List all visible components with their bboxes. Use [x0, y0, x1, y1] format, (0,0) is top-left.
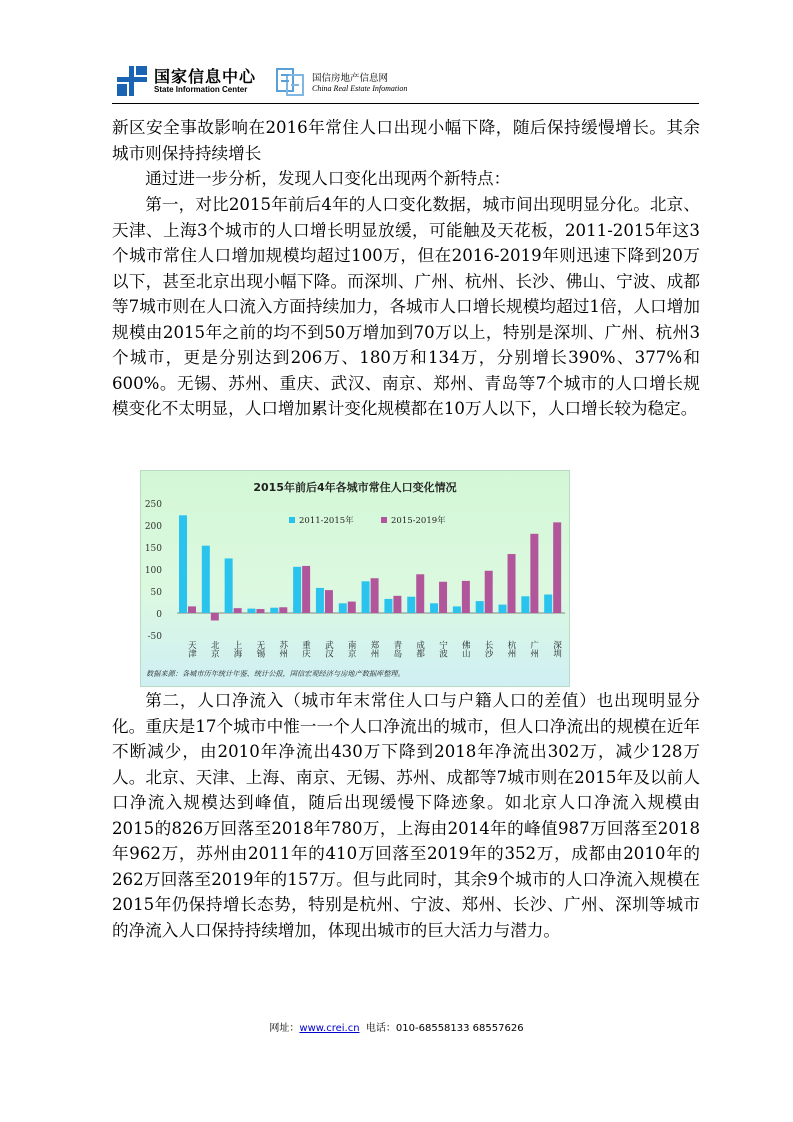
bar-pre2015: [407, 597, 415, 613]
x-tick-label: 深圳: [551, 640, 562, 658]
x-tick-label: 杭州: [505, 640, 516, 658]
bar-pre2015: [453, 606, 461, 613]
state-information-center-logo: [117, 66, 147, 96]
bar-pre2015: [293, 567, 301, 613]
paragraph-continuation: 新区安全事故影响在2016年常住人口出现小幅下降，随后保持缓慢增长。其余城市则保持持续增长: [112, 118, 700, 163]
x-tick-label: 苏州: [277, 640, 288, 658]
bar-post2015: [348, 602, 356, 613]
bar-post2015: [462, 581, 470, 613]
paragraph-first-feature: 第一，对比2015年前后4年的人口变化数据，城市间出现明显分化。北京、天津、上海3个城市的人口增长明显放缓，可能触及天花板，2011-2015年这3个城市常住人口增加规模均超过100万，但在2016-2019年则迅速下降到20万以下，甚至北京出现小幅下降。而深圳、广州、杭州、长沙、佛山、宁波、成都等7城市则在人口流入方面持续加力，各城市人口增长规模均超过1倍，人口增加规模由2015年之前的均不到50万增加到70万以上，特别是深圳、广州、杭州3个城市，更是分别达到206万、180万和134万，分别增长390%、377%和600%。无锡、苏州、重庆、武汉、南京、郑州、青岛等7个城市的人口增长规模变化不太明显，人口增加累计变化规模都在10万人以下，人口增长较为稳定。: [112, 195, 700, 418]
x-tick-label: 青岛: [391, 640, 402, 658]
x-tick-label: 重庆: [300, 640, 311, 658]
legend-swatch: [289, 517, 295, 523]
bar-pre2015: [202, 546, 210, 613]
population-change-chart: [140, 470, 570, 687]
x-tick-label: 北京: [209, 640, 220, 658]
crei-name: 国信房地产信息网: [312, 73, 389, 84]
x-tick-label: 郑州: [369, 640, 379, 658]
footer-website-link[interactable]: www.crei.cn: [299, 1023, 360, 1034]
paragraph-intro: 通过进一步分析，发现人口变化出现两个新特点：: [145, 169, 511, 188]
bar-post2015: [211, 613, 219, 620]
bar-pre2015: [476, 601, 484, 613]
bar-pre2015: [179, 515, 187, 613]
x-tick-label: 长沙: [483, 640, 494, 658]
bar-post2015: [188, 606, 196, 613]
x-tick-label: 南京: [346, 640, 357, 658]
x-tick-label: 上海: [232, 640, 243, 658]
bar-post2015: [530, 534, 538, 613]
x-tick-label: 无锡: [254, 640, 265, 658]
bar-pre2015: [430, 603, 438, 613]
bar-post2015: [234, 608, 242, 613]
y-tick-label: -50: [147, 632, 162, 642]
header-divider: [112, 103, 699, 104]
bar-pre2015: [544, 595, 552, 613]
y-tick-label: 250: [144, 500, 162, 510]
bar-pre2015: [339, 603, 347, 613]
bar-post2015: [553, 522, 561, 613]
page-header: [112, 60, 700, 104]
bar-pre2015: [384, 599, 392, 613]
legend-swatch: [381, 517, 387, 523]
bar-post2015: [393, 596, 401, 613]
y-tick-label: 150: [144, 544, 162, 554]
bar-pre2015: [225, 558, 233, 613]
bar-post2015: [508, 554, 516, 613]
crei-logo: [275, 65, 307, 97]
bar-pre2015: [247, 609, 255, 613]
chart-title: 2015年前后4年各城市常住人口变化情况: [253, 481, 457, 494]
legend-label: 2011-2015年: [299, 516, 354, 526]
legend-label: 2015-2019年: [391, 516, 446, 526]
bar-post2015: [485, 571, 493, 613]
y-tick-label: 50: [150, 588, 162, 598]
y-tick-label: 100: [144, 566, 162, 576]
x-tick-label: 天津: [186, 640, 197, 658]
page-footer: [0, 1019, 793, 1034]
x-tick-label: 广州: [528, 640, 539, 658]
bar-post2015: [416, 574, 424, 613]
bar-post2015: [325, 590, 333, 613]
sic-english-name: State Information Center: [154, 85, 248, 94]
footer-phone: 电话：010-68558133 68557626: [365, 1023, 524, 1034]
chart-source-note: 数据来源：各城市历年统计年鉴、统计公报，国信宏观经济与房地产数据库整理。: [146, 669, 405, 678]
x-tick-label: 武汉: [323, 640, 334, 658]
bar-post2015: [279, 607, 287, 613]
bar-post2015: [256, 609, 264, 613]
paragraph-second-feature: 第二，人口净流入（城市年末常住人口与户籍人口的差值）也出现明显分化。重庆是17个城市中惟一一个人口净流出的城市，但人口净流出的规模在近年不断减少，由2010年净流出430万下降到2018年净流出302万，减少128万人。北京、天津、上海、南京、无锡、苏州、成都等7城市则在2015年及以前人口净流入规模达到峰值，随后出现缓慢下降迹象。如北京人口净流入规模由2015的826万回落至2018年780万，上海由2014年的峰值987万回落至2018年962万，苏州由2011年的410万回落至2019年的352万，成都由2010年的262万回落至2019年的157万。但与此同时，其余9个城市的人口净流入规模在2015年仍保持增长态势，特别是杭州、宁波、郑州、长沙、广州、深圳等城市的净流入人口保持持续增加，体现出城市的巨大活力与潜力。: [112, 691, 700, 940]
x-tick-label: 宁波: [437, 640, 448, 658]
y-tick-label: 200: [144, 522, 162, 532]
x-tick-label: 成都: [414, 640, 425, 658]
bar-post2015: [371, 578, 379, 613]
bar-post2015: [439, 582, 447, 613]
footer-url-label: 网址：: [269, 1023, 300, 1034]
bar-post2015: [302, 566, 310, 613]
x-tick-label: 佛山: [460, 640, 471, 658]
bar-pre2015: [270, 608, 278, 613]
chart-plot-area: [141, 471, 569, 686]
bar-pre2015: [499, 605, 507, 613]
y-tick-label: 0: [156, 610, 162, 620]
sic-name: 国家信息中心: [154, 67, 257, 86]
bar-pre2015: [521, 596, 529, 613]
crei-english-name: China Real Estate Infomation: [312, 84, 408, 93]
bar-pre2015: [316, 588, 324, 613]
bar-pre2015: [362, 581, 370, 613]
